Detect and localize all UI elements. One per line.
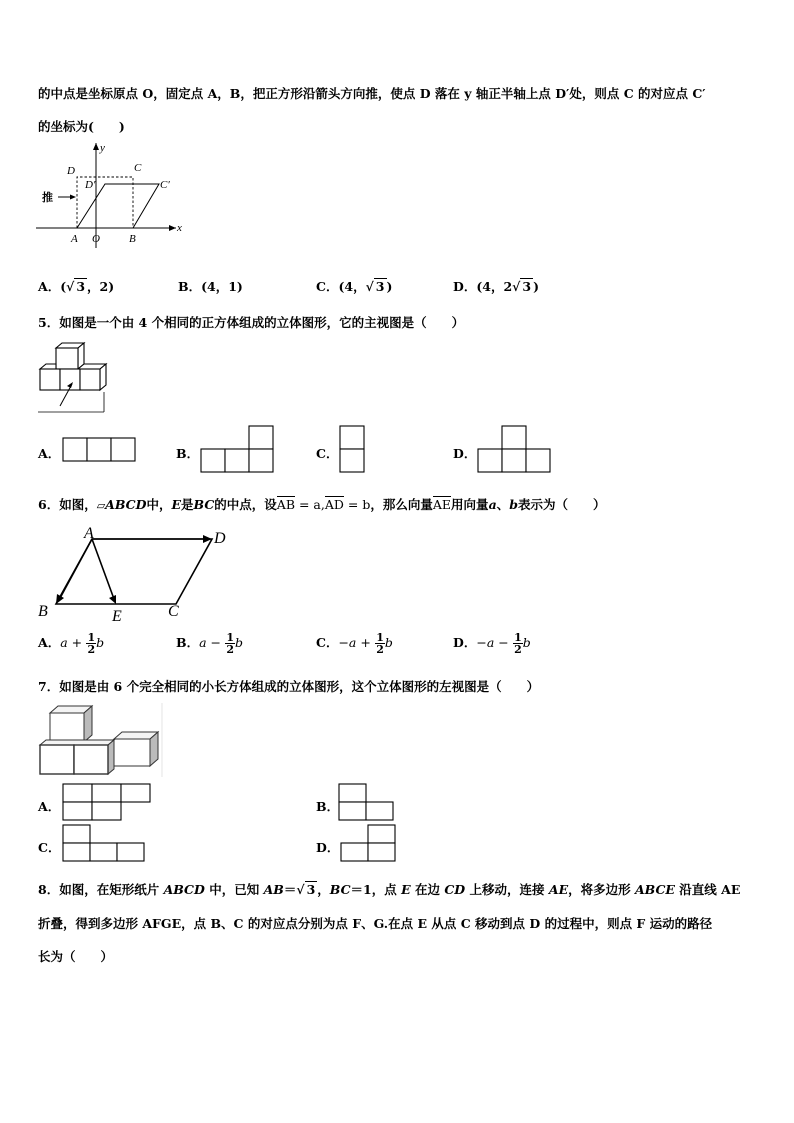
q7-option-b-label: B． — [316, 799, 340, 814]
q6-option-c: C．−a + $\frac{1}{2}$ b — [316, 631, 393, 656]
q6-option-a: A．a + $\frac{1}{2}$ b — [38, 631, 105, 656]
q7-option-c-label: C． — [38, 840, 61, 855]
push-label: 推 — [42, 192, 53, 204]
q4-option-a: A．(√ 3 ，2) — [38, 279, 115, 294]
q8-line1: 8．如图，在矩形纸片 ABCD 中，已知 AB＝√ 3 ，BC＝1，点 E 在边 CD 上移动，连接 AE，将多边形 ABCE 沿直线 AE — [38, 882, 741, 897]
label-B: B — [38, 603, 48, 620]
q7-figure — [38, 703, 166, 777]
label-D: D — [67, 165, 75, 177]
label-D: D — [214, 530, 226, 547]
label-C: C — [134, 162, 142, 174]
q5-option-a-label: A． — [38, 446, 61, 461]
y-axis-label: y — [100, 142, 105, 154]
label-O: O — [92, 233, 100, 245]
q6-option-d: D．−a − $\frac{1}{2}$ b — [453, 631, 531, 656]
q4-option-b: B．(4，1) — [178, 279, 243, 294]
q4-option-d: D．(4，2√ 3 ) — [453, 279, 539, 294]
q7-stem: 7．如图是由 6 个完全相同的小长方体组成的立体图形，这个立体图形的左视图是（ ） — [38, 679, 540, 694]
label-A: A — [71, 233, 78, 245]
q7-option-b-figure — [338, 783, 396, 823]
q5-stem: 5．如图是一个由 4 个相同的正方体组成的立体图形，它的主视图是（ ） — [38, 315, 465, 330]
q4-stem-line2: 的坐标为( ) — [38, 119, 125, 134]
q4-figure — [36, 140, 196, 250]
label-E: E — [112, 608, 122, 625]
q7-option-a-label: A． — [38, 799, 61, 814]
q8-line3: 长为（ ） — [38, 949, 114, 964]
q7-option-d-label: D． — [316, 840, 340, 855]
q4-option-c: C．(4，√ 3 ) — [316, 279, 393, 294]
label-B: B — [129, 233, 136, 245]
q5-option-c-figure — [339, 425, 367, 473]
q7-option-c-figure — [62, 824, 148, 864]
x-axis-label: x — [177, 222, 182, 234]
q7-option-d-figure — [340, 824, 398, 864]
q6-option-b: B．a − $\frac{1}{2}$ b — [176, 631, 244, 656]
q5-option-d-figure — [477, 425, 555, 473]
q7-option-a-figure — [62, 783, 152, 823]
q5-option-b-label: B． — [176, 446, 200, 461]
label-C: C — [168, 603, 179, 620]
q5-option-d-label: D． — [453, 446, 477, 461]
q8-line2: 折叠，得到多边形 AFGE，点 B、C 的对应点分别为点 F、G.在点 E 从点 C 移动到点 D 的过程中，则点 F 运动的路径 — [38, 916, 713, 931]
label-D-prime: D′ — [85, 179, 96, 191]
q5-option-a-figure — [62, 437, 138, 463]
q5-figure — [38, 340, 108, 412]
q4-stem-line1: 的中点是坐标原点 O，固定点 A，B，把正方形沿箭头方向推，使点 D 落在 y 轴正半轴上点 D′处，则点 C 的对应点 C′ — [38, 86, 706, 101]
label-A: A — [84, 525, 94, 542]
q6-figure — [36, 524, 236, 624]
q5-option-c-label: C． — [316, 446, 339, 461]
q5-option-b-figure — [200, 425, 276, 473]
q6-stem: 6．如图，▱ABCD中，E是BC的中点，设AB = a,AD = b，那么向量AE用向量a、b表示为（ ） — [38, 497, 606, 512]
label-C-prime: C′ — [160, 179, 170, 191]
